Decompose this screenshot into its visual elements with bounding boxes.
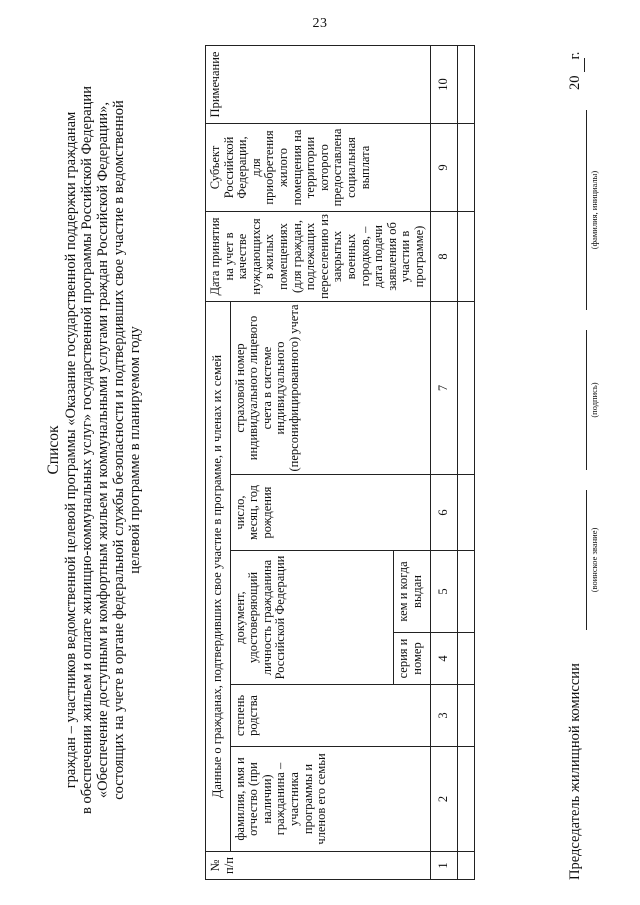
- heading-line-4: состоящих на учете в органе федеральной службы безопасности и подтвердивших свое участие в ведомственной: [111, 100, 127, 800]
- commission-chairman-label: Председатель жилищной комиссии: [567, 663, 583, 880]
- heading-line-5: целевой программе в планируемом году: [127, 326, 143, 574]
- header-note: Примечание: [206, 45, 431, 123]
- column-number: 4: [430, 633, 457, 685]
- column-number: 6: [430, 475, 457, 551]
- empty-cell: [457, 123, 474, 211]
- column-number: 10: [430, 45, 457, 123]
- column-numbers-row: [430, 45, 457, 879]
- heading-line-1: граждан – участников ведомственной целевой программы «Оказание государственной поддержки гражданам: [63, 111, 79, 789]
- rotated-page-content: [32, 20, 622, 880]
- signature-block: [552, 20, 612, 880]
- column-number: 2: [430, 747, 457, 852]
- signature-line: [586, 330, 587, 470]
- empty-cell: [457, 45, 474, 123]
- rank-line: [586, 490, 587, 630]
- empty-cell: [457, 211, 474, 301]
- year-suffix: г.: [567, 51, 583, 60]
- document-heading: [46, 20, 143, 880]
- signature-caption: (подпись): [589, 382, 599, 418]
- column-number: 7: [430, 301, 457, 474]
- year-prefix: 20: [567, 75, 583, 90]
- year-blank-line: [584, 58, 585, 72]
- empty-cell: [457, 685, 474, 747]
- column-number: 8: [430, 211, 457, 301]
- page-number: 23: [312, 16, 328, 31]
- empty-cell: [457, 747, 474, 852]
- empty-cell: [457, 551, 474, 633]
- header-federation-subject: Субъект Российской Федерации, для приобретения жилого помещения на территории которого предоставлена социальная выплата: [206, 123, 431, 211]
- column-number: 1: [430, 852, 457, 880]
- year-field: [567, 52, 584, 90]
- header-registration-date: Дата принятия на учет в качестве нуждающихся в жилых помещениях (для граждан, подлежащих переселению из закрытых военных городков, – дата подачи заявления об участии в программе): [206, 211, 431, 301]
- header-number: № п/п: [206, 852, 431, 880]
- header-relation: степень родства: [230, 685, 430, 747]
- empty-cell: [457, 475, 474, 551]
- empty-cell: [457, 633, 474, 685]
- name-line: [586, 110, 587, 310]
- column-number: 5: [430, 551, 457, 633]
- participants-table: [205, 45, 475, 880]
- heading-line-3: «Обеспечение доступным и комфортным жильем и коммунальными услугами граждан Российской Федерации»,: [95, 101, 111, 799]
- header-full-name: фамилия, имя и отчество (при наличии) гражданина – участника программы и членов его семьи: [230, 747, 430, 852]
- empty-data-row: [457, 45, 474, 879]
- header-birth-date: число, месяц, год рождения: [230, 475, 430, 551]
- header-issued-by: кем и когда выдан: [393, 551, 430, 633]
- header-snils: страховой номер индивидуального лицевого счета в системе индивидуального (персонифицированного) учета: [230, 301, 430, 474]
- empty-cell: [457, 852, 474, 880]
- column-number: 9: [430, 123, 457, 211]
- name-caption: (фамилия, инициалы): [589, 170, 599, 250]
- header-series-number: серия и номер: [393, 633, 430, 685]
- header-participant-data: Данные о гражданах, подтвердивших свое участие в программе, и членах их семей: [206, 301, 231, 851]
- document-title: Список: [45, 425, 62, 475]
- rank-caption: (воинское звание): [589, 527, 599, 593]
- heading-line-2: в обеспечении жильем и оплате жилищно-коммунальных услуг» государственной программы Российской Федерации: [79, 86, 95, 814]
- empty-cell: [457, 301, 474, 474]
- column-number: 3: [430, 685, 457, 747]
- header-identity-document: документ, удостоверяющий личность гражданина Российской Федерации: [230, 551, 393, 685]
